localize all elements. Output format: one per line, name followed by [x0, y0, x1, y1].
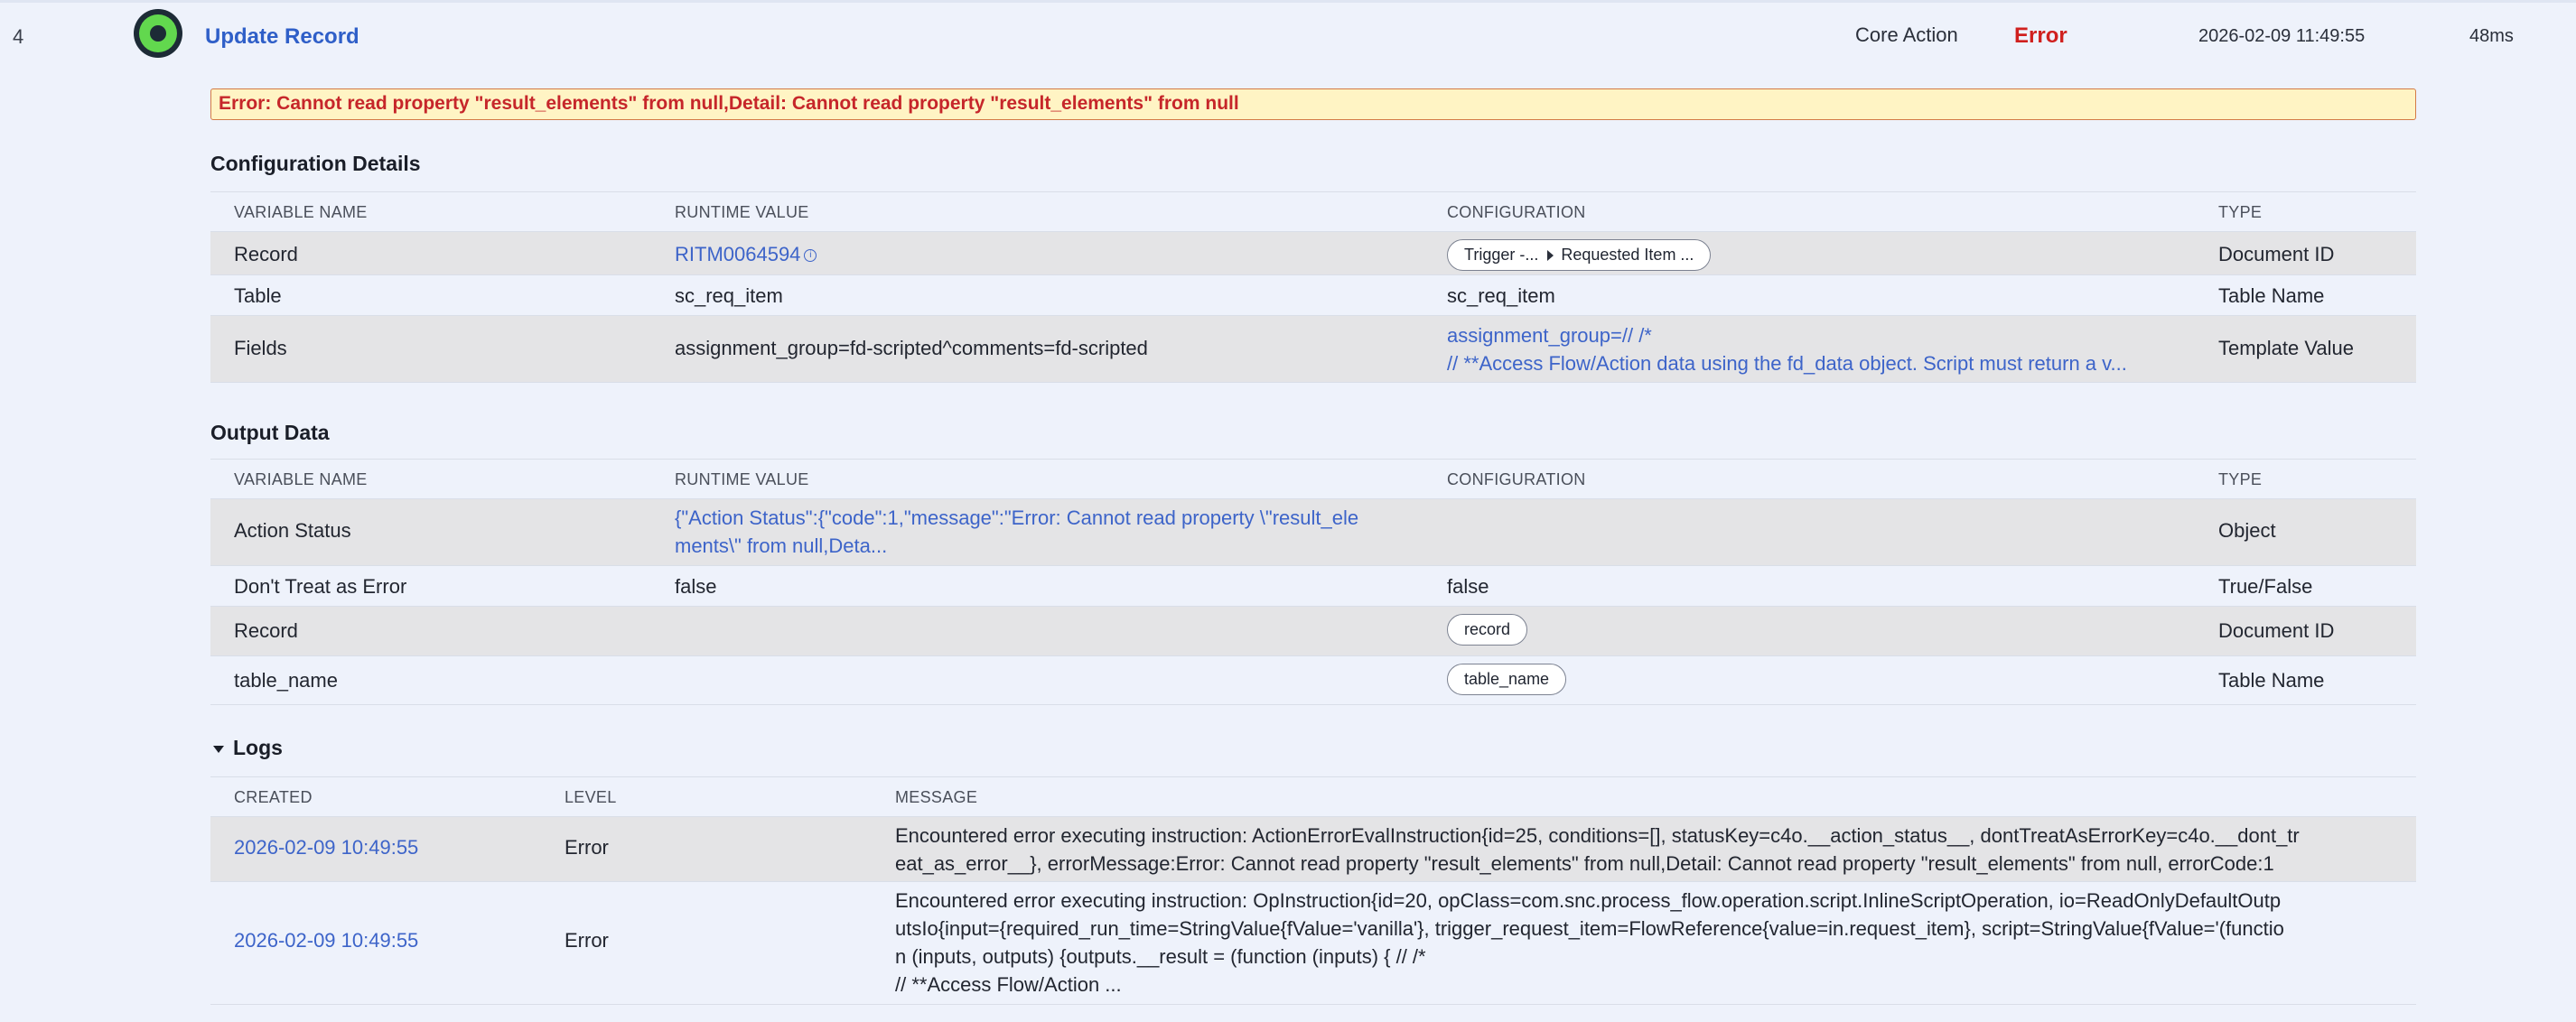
- log-message-line: utsIo{input={required_run_time=StringValue{fValue='vanilla'}, trigger_request_item=FlowReference{value=in.request_item}, script=StringValue{fValue='(functio: [895, 917, 2284, 940]
- output-row-table-name: [210, 656, 2416, 705]
- logs-header-row: [210, 776, 2416, 817]
- config-fields-runtime: assignment_group=fd-scripted^comments=fd-scripted: [675, 337, 1148, 359]
- output-row-action-status: [210, 499, 2416, 566]
- config-table-config: sc_req_item: [1447, 284, 1555, 307]
- output-dont-treat-name: Don't Treat as Error: [234, 575, 407, 598]
- output-record-pill[interactable]: record: [1447, 614, 1527, 646]
- info-icon[interactable]: i: [804, 249, 817, 262]
- config-table-name: Table: [234, 284, 282, 307]
- status-ring-icon: [134, 9, 182, 58]
- config-record-type: Document ID: [2218, 243, 2335, 265]
- config-table-runtime: sc_req_item: [675, 284, 783, 307]
- log-level: Error: [565, 929, 609, 952]
- config-row-fields: [210, 316, 2416, 383]
- log-message-line: n (inputs, outputs) {outputs.__result = (function (inputs) { // /*: [895, 945, 1426, 968]
- output-col-variable-name: VARIABLE NAME: [234, 470, 368, 488]
- output-dont-treat-type: True/False: [2218, 575, 2313, 598]
- config-col-variable-name: VARIABLE NAME: [234, 203, 368, 221]
- output-status-line-2: ments\" from null,Deta...: [675, 534, 888, 557]
- config-table-type: Table Name: [2218, 284, 2325, 307]
- output-dont-treat-runtime: false: [675, 575, 717, 598]
- action-timestamp: 2026-02-09 11:49:55: [2198, 26, 2366, 46]
- action-state-badge: Error: [2014, 23, 2067, 48]
- output-dont-treat-config: false: [1447, 575, 1489, 598]
- action-duration: 48ms: [2469, 26, 2514, 46]
- config-header-row: [210, 191, 2416, 232]
- logs-col-message: MESSAGE: [895, 788, 978, 806]
- config-record-pill[interactable]: [1447, 239, 1711, 271]
- pill-requested-item-label: Requested Item ...: [1561, 246, 1694, 264]
- output-table-name-pill[interactable]: table_name: [1447, 664, 1566, 695]
- log-created-link[interactable]: 2026-02-09 10:49:55: [234, 836, 419, 859]
- logs-col-level: LEVEL: [565, 788, 617, 806]
- config-fields-line-1: assignment_group=// /*: [1447, 324, 1652, 347]
- error-banner: Error: Cannot read property "result_elements" from null,Detail: Cannot read property "result_elements" from null: [210, 88, 2416, 120]
- log-message-line: Encountered error executing instruction: OpInstruction{id=20, opClass=com.snc.process_flow.operation.script.InlineScriptOperation, io=ReadOnlyDefaultOutp: [895, 889, 2282, 912]
- output-status-name: Action Status: [234, 519, 351, 542]
- config-record-runtime[interactable]: [675, 243, 817, 266]
- action-type: Core Action: [1855, 23, 1958, 46]
- pill-trigger-label: Trigger -...: [1464, 246, 1539, 264]
- log-message-line: Encountered error executing instruction: ActionErrorEvalInstruction{id=25, conditions=[], statusKey=c4o.__action_status__, dontTreatAsErrorKey=c4o.__dont_tr: [895, 824, 2300, 847]
- log-message-line: // **Access Flow/Action ...: [895, 973, 1122, 996]
- step-number: 4: [13, 25, 24, 48]
- logs-section-title[interactable]: Logs: [233, 736, 283, 759]
- output-status-runtime-link[interactable]: [675, 504, 1358, 560]
- chevron-down-icon[interactable]: [213, 746, 224, 753]
- output-table-name-name: table_name: [234, 669, 338, 692]
- output-col-type: TYPE: [2218, 470, 2263, 488]
- config-section-title: Configuration Details: [210, 152, 421, 175]
- config-fields-name: Fields: [234, 337, 287, 359]
- config-col-type: TYPE: [2218, 203, 2263, 221]
- record-number-link[interactable]: RITM0064594: [675, 243, 801, 265]
- output-section-title: Output Data: [210, 421, 330, 444]
- step-header[interactable]: [0, 0, 2576, 76]
- output-row-dont-treat: [210, 566, 2416, 607]
- caret-right-icon: [1547, 250, 1554, 261]
- action-title-link[interactable]: Update Record: [205, 24, 359, 49]
- config-fields-line-2: // **Access Flow/Action data using the fd_data object. Script must return a v...: [1447, 352, 2127, 375]
- config-fields-script-link[interactable]: [1447, 321, 2127, 377]
- logs-col-created: CREATED: [234, 788, 313, 806]
- log-message-line: eat_as_error__}, errorMessage:Error: Cannot read property "result_elements" from null,Detail: Cannot read property "result_elements" from null, errorCode:1: [895, 852, 2274, 875]
- output-status-line-1: {"Action Status":{"code":1,"message":"Error: Cannot read property \"result_ele: [675, 506, 1359, 529]
- config-col-configuration: CONFIGURATION: [1447, 203, 1586, 221]
- config-fields-type: Template Value: [2218, 337, 2355, 359]
- config-row-table: [210, 275, 2416, 316]
- output-row-record: [210, 607, 2416, 656]
- output-header-row: [210, 459, 2416, 499]
- output-table-name-type: Table Name: [2218, 669, 2325, 692]
- config-record-name: Record: [234, 243, 298, 265]
- log-message: [895, 822, 2300, 878]
- log-created-link[interactable]: 2026-02-09 10:49:55: [234, 929, 419, 952]
- output-status-type: Object: [2218, 519, 2276, 542]
- log-level: Error: [565, 836, 609, 859]
- log-row: [210, 817, 2416, 882]
- log-message: [895, 887, 2284, 999]
- output-record-name: Record: [234, 619, 298, 642]
- output-col-runtime-value: RUNTIME VALUE: [675, 470, 809, 488]
- log-row: [210, 882, 2416, 1005]
- output-record-type: Document ID: [2218, 619, 2335, 642]
- output-col-configuration: CONFIGURATION: [1447, 470, 1586, 488]
- config-row-record: [210, 232, 2416, 275]
- config-col-runtime-value: RUNTIME VALUE: [675, 203, 809, 221]
